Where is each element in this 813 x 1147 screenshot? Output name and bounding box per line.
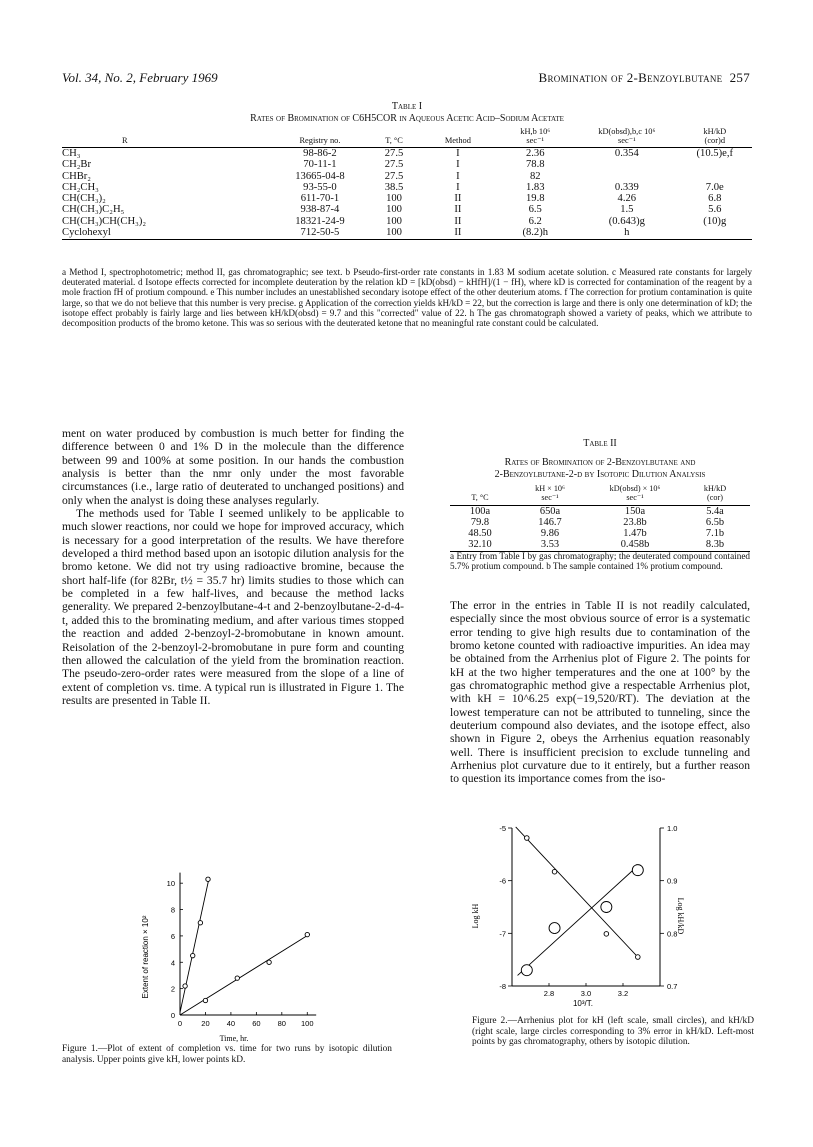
table-row (62, 204, 752, 215)
figure1-y-tick-label: 0 (170, 1011, 175, 1020)
cell-kd (576, 171, 677, 182)
cell-ratio: 6.5b (705, 516, 725, 528)
cell-method: II (421, 227, 494, 240)
table1-col-kd-label: kD(obsd),b,c 10⁶ (598, 127, 656, 136)
cell-kh: 650a (539, 505, 561, 517)
cell-registry: 18321-24-9 (295, 215, 345, 227)
table2-footnote: a Entry from Table I by gas chromatography; the deuterated compound contained 5.7% protium compound. b The sample contained 1% protium compound. (450, 551, 750, 572)
cell-registry: 13665-04-8 (295, 170, 345, 182)
table1-col-kh-unit: sec⁻¹ (526, 136, 545, 145)
cell-kh: 9.86 (540, 527, 560, 539)
figure1-fit-line (180, 877, 209, 1012)
figure2-left-tick-label: -7 (499, 929, 506, 939)
figure1-data-point (191, 953, 195, 957)
cell-kh: 6.5 (528, 204, 542, 216)
table-row (62, 159, 752, 170)
cell-registry: 611-70-1 (300, 193, 340, 205)
table1-footnote: a Method I, spectrophotometric; method II, gas chromatographic; see text. b Pseudo-first-order rate constants in 1.83 M sodium acetate solution. c Measured rate constants for largely deuterated material. d Isotope effects corrected for incomplete deuteration by the relation kD = [kD(obsd) − kHfH]/(1 − fH), where kD is corrected for contamination of the reagent by a mole fraction fH of protium compound. e This number includes an unestablished secondary isotope effect of the other deuterium atoms. f The correction for protium contamination is quite large, so that we do not believe that this number is very precise. g Application of the correction yields kH/kD = 22, but the correction is large and there is only one determination of kD; the isotope effect probably is fairly large and lies between kH/kD(obsd) = 9.7 and this "corrected" value of 22. h The gas chromatograph showed a variety of peaks, which we attribute to decomposition products of the bromo ketone. This was so serious with the deuterated ketone that no meaningful rate constant could be calculated. (62, 267, 752, 329)
figure2-y-axis-right-label: Log kH/kD (676, 897, 685, 935)
figure2-ratio-point (549, 923, 560, 934)
paragraph: ment on water produced by combustion is much better for finding the difference between 0 and 1% D in the molecule than the difference between 99 and 100% at some position. In our hands the combustion analysis is better than the nmr only under the most favorable circumstances (i.e., large ratio of deuterated to unchanged positions) and only when the analyst is doing these analyses regularly. (62, 427, 404, 507)
table-row (450, 505, 750, 517)
paragraph: The error in the entries in Table II is not readily calculated, especially since the most obvious source of error is a systematic error tending to give high results due to contamination of the bromo ketone counted with radioactive impurities. An idea may be obtained from the Arrhenius plot of Figure 2. The points for kH at the two higher temperatures and the one at 100° by the gas chromatographic method give a respectable Arrhenius plot, with kH = 10^6.25 exp(−19,520/RT). The deviation at the lowest temperature can not be attributed to tunneling, since the deuterium compound also deviates, and the isotope effect, also shown in Figure 2, obeys the Arrhenius equation reasonably well. There is insufficient precision to exclude tunneling and Arrhenius plot curvature due to it entirely, but a further reason to question its importance comes from the iso- (450, 599, 750, 786)
table1-col-ratio-unit: (cor)d (704, 136, 726, 145)
cell-kd (576, 159, 677, 170)
table1-col-kh (494, 127, 576, 145)
cell-ratio: 7.0e (705, 181, 724, 193)
cell-ratio: (10)g (703, 215, 727, 227)
cell-temp: 100 (386, 193, 402, 205)
cell-method: I (456, 170, 460, 182)
cell-kh: 146.7 (538, 516, 562, 528)
cell-temp: 100 (386, 215, 402, 227)
figure1-x-axis-label: Time, hr. (219, 1034, 249, 1043)
table1-title: Rates of Bromination of C6H5COR in Aqueous Acetic Acid–Sodium Acetate (250, 113, 564, 124)
table2-col-ratio-unit: (cor) (707, 492, 723, 502)
cell-method: II (454, 193, 462, 205)
figure2-ratio-point (601, 902, 612, 913)
figure2-right-tick-label: 0.9 (667, 876, 678, 886)
figure1-y-tick-label: 6 (170, 931, 175, 941)
table1-col-method: Method (444, 136, 471, 145)
cell-kd: 0.458b (590, 539, 680, 552)
table1-col-ratio-label: kH/kD (703, 127, 727, 136)
cell-registry: 712-50-5 (273, 227, 366, 240)
running-head-title: Bromination of 2-Benzoylbutane (538, 70, 723, 85)
table2-label: Table II (583, 438, 617, 449)
cell-r: CH(CH₃)₂ (62, 193, 106, 205)
figure2-x-tick-label: 3.0 (580, 989, 592, 998)
cell-kh: (8.2)h (494, 227, 576, 240)
table1-col-temp: T, °C (385, 136, 403, 145)
running-head-right (539, 70, 750, 86)
figure2-kh-point (636, 955, 641, 960)
figure1-y-tick-label: 4 (170, 958, 175, 968)
cell-r: CHBr₂ (62, 170, 92, 182)
cell-method: I (456, 148, 460, 159)
table2-col-kh-label: kH × 10⁶ (535, 484, 565, 493)
figure1-x-tick-label: 0 (177, 1019, 183, 1028)
figure2-kh-point (552, 869, 557, 874)
cell-kd: h (576, 227, 677, 240)
cell-kd: 1.47b (623, 527, 647, 539)
cell-kh: 78.8 (525, 159, 545, 171)
cell-kd: 1.5 (620, 204, 634, 216)
table1-col-kd (576, 127, 677, 145)
figure1-y-tick-label: 8 (170, 905, 175, 915)
figure2-x-tick-label: 2.8 (543, 989, 555, 998)
figure1-x-tick-label: 80 (277, 1019, 286, 1028)
cell-registry: 938-87-4 (300, 204, 340, 216)
figure1-y-tick-label: 10 (166, 879, 175, 889)
figure2-y-axis-left-label: Log kH (471, 903, 480, 929)
cell-temp: 79.8 (470, 516, 490, 528)
figure2-x-tick-label: 3.2 (617, 989, 629, 998)
table2-title-line1: Rates of Bromination of 2-Benzoylbutane and (504, 457, 696, 468)
table1-col-r: R (122, 136, 128, 145)
figure1-y-tick-label: 2 (170, 984, 175, 994)
figure2-left-tick-label: -6 (499, 876, 506, 886)
figure1-data-point (198, 921, 202, 925)
cell-r: CH(CH₃)CH(CH₃)₂ (62, 215, 147, 227)
cell-kh: 2.36 (525, 148, 545, 159)
figure2-right-tick-label: 0.8 (667, 929, 678, 939)
table1-col-registry: Registry no. (299, 136, 341, 145)
cell-ratio (678, 171, 752, 182)
figure2-caption: Figure 2.—Arrhenius plot for kH (left scale, small circles), and kH/kD (right scale, large circles corresponding to 3% error in kH/kD. Left-most points by gas chromatography, others by isotopic dilution. (472, 1016, 754, 1048)
figure2-kh-fit-line (516, 827, 638, 957)
table-row (62, 193, 752, 204)
cell-r: CH₃ (62, 148, 81, 159)
figure2-kh-point (604, 932, 609, 937)
cell-method: II (454, 204, 462, 216)
cell-ratio: 6.8 (708, 193, 722, 205)
figure2-ratio-point (632, 865, 643, 876)
table1-col-kh-label: kH,b 10⁶ (520, 127, 551, 136)
figure1-data-point (235, 976, 239, 980)
cell-temp: 100 (386, 204, 402, 216)
table-row (62, 148, 752, 160)
cell-temp: 32.10 (450, 539, 510, 552)
figure2-x-axis-label: 10³/T. (572, 999, 594, 1008)
figure1-x-tick-label: 60 (252, 1019, 261, 1028)
cell-kd: (0.643)g (608, 215, 645, 227)
cell-r: CH₂Br (62, 159, 92, 171)
cell-kh: 1.83 (525, 181, 545, 193)
page-number: 257 (729, 70, 750, 85)
cell-temp: 38.5 (384, 181, 404, 193)
cell-ratio: 7.1b (705, 527, 725, 539)
cell-temp: 100a (469, 505, 491, 517)
table2-title-line2: 2-Benzoylbutane-2-d by Isotopic Dilution Analysis (494, 469, 706, 480)
figure1-chart (130, 855, 340, 1045)
cell-registry: 93-55-0 (303, 181, 337, 193)
cell-registry: 70-11-1 (303, 159, 337, 171)
cell-method: I (456, 181, 460, 193)
figure1-caption: Figure 1.—Plot of extent of completion vs. time for two runs by isotopic dilution analysis. Upper points give kH, lower points kD. (62, 1044, 392, 1065)
cell-method: I (456, 159, 460, 171)
figure1-x-tick-label: 100 (301, 1019, 314, 1028)
figure2-kh-point (525, 836, 530, 841)
table1-col-ratio (678, 127, 752, 145)
cell-ratio: 5.6 (708, 204, 722, 216)
figure1-data-point (305, 932, 309, 936)
table-row (450, 539, 750, 552)
figure1-data-point (183, 984, 187, 988)
figure1-data-point (267, 960, 271, 964)
table2-col-kh-unit: sec⁻¹ (541, 492, 559, 502)
table2-header-row (450, 485, 750, 503)
cell-ratio (678, 227, 752, 240)
figure2-ratio-fit-line (518, 868, 636, 976)
figure1-data-point (203, 998, 207, 1002)
figure2-right-tick-label: 1.0 (667, 824, 678, 833)
cell-kd: 0.354 (614, 148, 639, 159)
cell-r: CH₂CH₃ (62, 181, 99, 193)
cell-temp: 27.5 (384, 170, 404, 182)
table2-col-temp: T, °C (471, 492, 489, 502)
cell-kh: 3.53 (510, 539, 590, 552)
cell-kd: 4.26 (617, 193, 637, 205)
figure1-fit-line (180, 934, 310, 1015)
table1 (62, 127, 752, 240)
cell-kd: 23.8b (623, 516, 647, 528)
cell-ratio: 8.3b (680, 539, 750, 552)
table1-header-row (62, 127, 752, 145)
cell-kd: 150a (624, 505, 646, 517)
table-row (62, 227, 752, 240)
cell-r: CH(CH₃)C₂H₅ (62, 204, 125, 216)
cell-temp: 27.5 (384, 148, 404, 159)
table2-col-kd-unit: sec⁻¹ (626, 492, 644, 502)
table2 (450, 485, 750, 552)
cell-kd: 0.339 (614, 181, 639, 193)
paragraph: The methods used for Table I seemed unlikely to be applicable to much slower reactions, nor could we hope for improved accuracy, which is necessary for a good interpretation of the results. We have therefore developed a third method based upon an isotopic dilution analysis for the bromo ketone. We did not try using radioactive bromine, because the short half-life (for 82Br, t½ = 35.7 hr) limits studies to those which can be completed in a few half-lives, and because the method lacks generality. We prepared 2-benzoylbutane-4-t and 2-benzoylbutane-2-d-4-t, added this to the brominating medium, and after various times stopped the reaction and added 2-benzoyl-2-bromobutane in known amount. Reisolation of the 2-benzoyl-2-bromobutane in pure form and counting then allowed the calculation of the yield from the bromination reaction. The pseudo-zero-order rates were measured from the slope of a line of extent of completion vs. time. A typical run is illustrated in Figure 1. The results are presented in Table II. (62, 507, 404, 707)
cell-kh: 6.2 (528, 215, 542, 227)
table-row (62, 216, 752, 227)
cell-temp: 27.5 (384, 159, 404, 171)
cell-registry: 98-86-2 (303, 148, 337, 159)
running-head-left: Vol. 34, No. 2, February 1969 (62, 70, 218, 85)
right-column-text (450, 599, 750, 786)
cell-r: Cyclohexyl (62, 227, 273, 240)
table-row (450, 517, 750, 528)
cell-ratio: 5.4a (706, 505, 724, 517)
figure2-left-tick-label: -8 (499, 982, 506, 991)
figure2-ratio-point (521, 965, 532, 976)
cell-temp: 100 (367, 227, 422, 240)
table1-label: Table I (391, 101, 423, 112)
figure1-y-axis-label: Extent of reaction × 10² (141, 915, 150, 999)
figure2-chart (460, 818, 690, 1010)
table-row (450, 528, 750, 539)
table2-col-kd (590, 485, 680, 503)
figure1-data-point (206, 877, 210, 881)
left-column-text (62, 427, 404, 707)
table2-col-ratio-label: kH/kD (703, 484, 727, 493)
figure2-left-tick-label: -5 (499, 824, 506, 833)
figure1-x-tick-label: 20 (201, 1019, 210, 1028)
cell-temp: 48.50 (468, 527, 492, 539)
cell-kh: 82 (529, 170, 541, 182)
table2-col-kh (510, 485, 590, 503)
cell-kh: 19.8 (525, 193, 545, 205)
table2-col-ratio (680, 485, 750, 503)
table1-col-kd-unit: sec⁻¹ (618, 136, 636, 145)
figure2-right-tick-label: 0.7 (667, 982, 678, 991)
cell-method: II (454, 215, 462, 227)
cell-ratio (678, 159, 752, 170)
figure1-x-tick-label: 40 (226, 1019, 236, 1028)
table2-col-kd-label: kD(obsd) × 10⁶ (609, 484, 661, 493)
cell-ratio: (10.5)e,f (696, 148, 734, 159)
table-row (62, 171, 752, 182)
table-row (62, 182, 752, 193)
